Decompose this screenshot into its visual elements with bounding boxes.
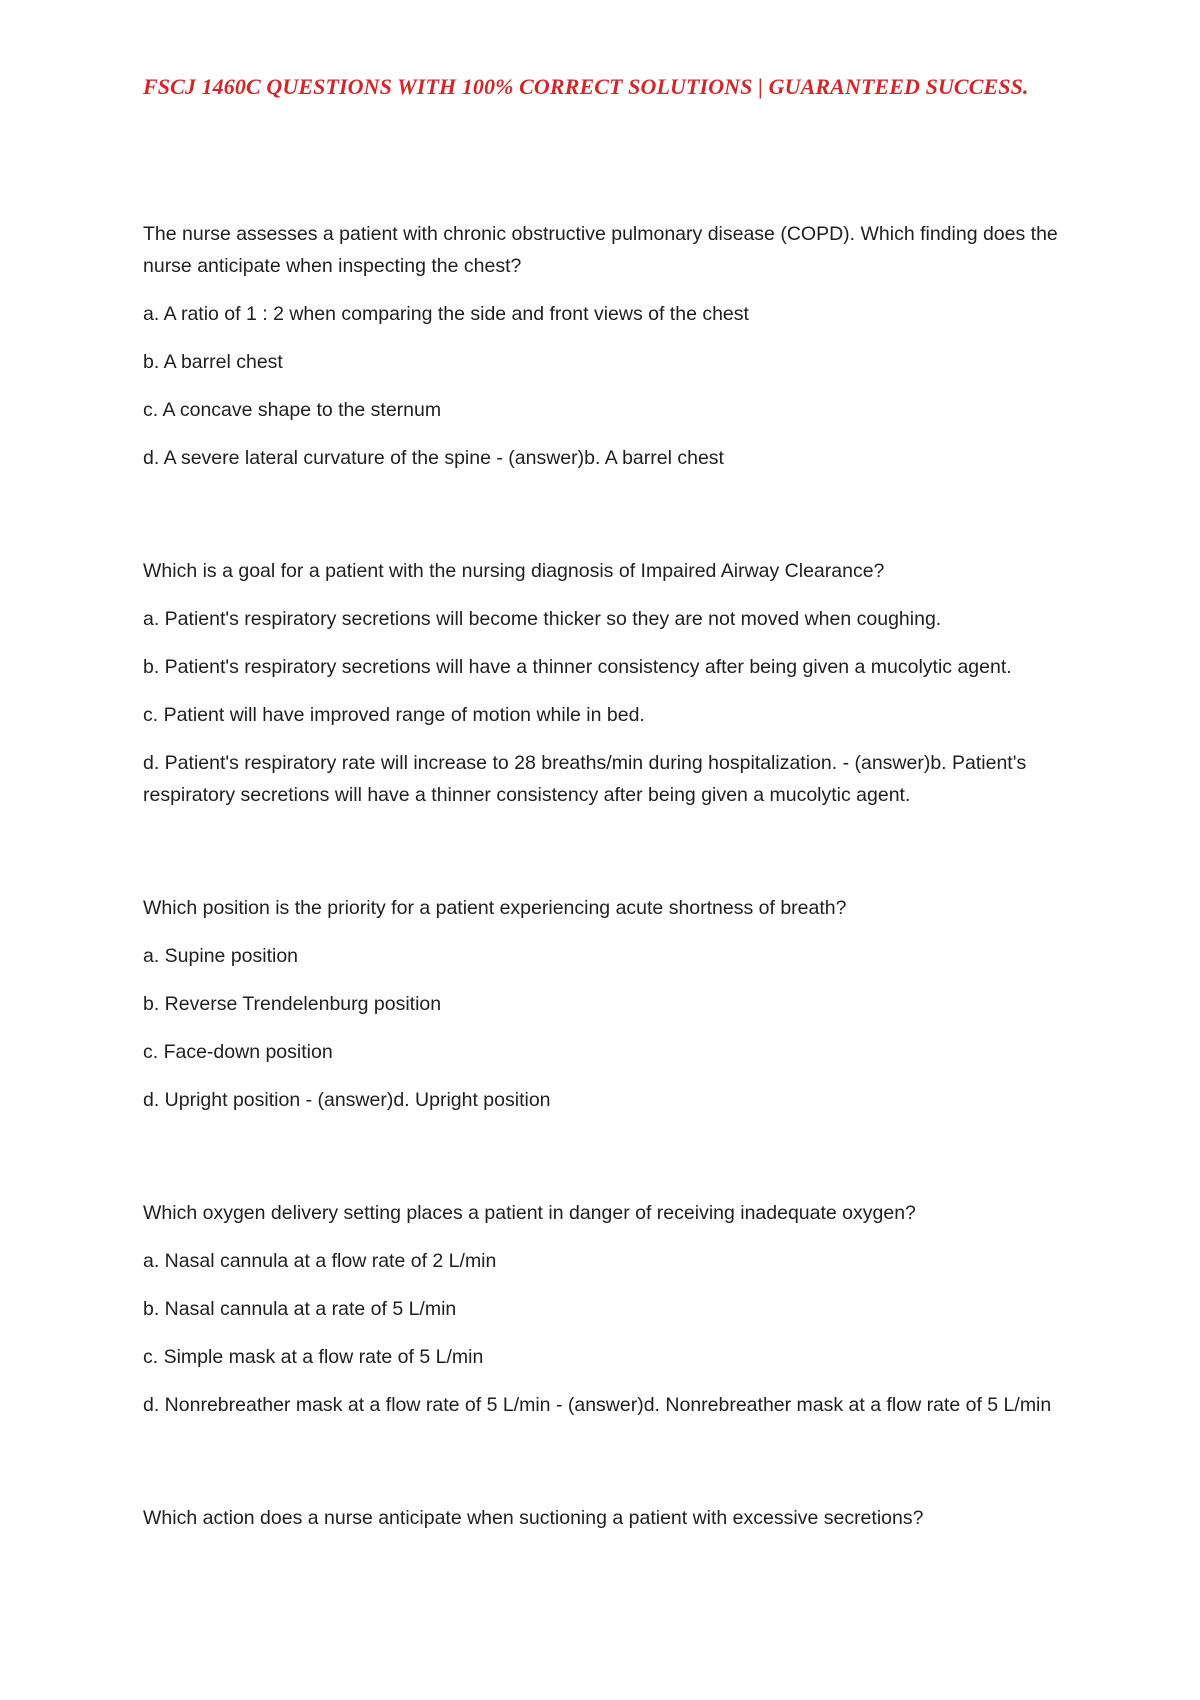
question-text: The nurse assesses a patient with chronic obstructive pulmonary disease (COPD). Which finding does the nurse anticipate when inspecting the chest? [143,223,1058,277]
question-block [143,1502,1078,1534]
answer-option-d: d. A severe lateral curvature of the spine - (answer)b. A barrel chest [143,447,724,469]
question-block [143,1197,1078,1421]
question-text: Which action does a nurse anticipate when suctioning a patient with excessive secretions? [143,1507,924,1529]
question-block [143,218,1078,474]
question-block [143,892,1078,1116]
answer-option-d: d. Nonrebreather mask at a flow rate of 5 L/min - (answer)d. Nonrebreather mask at a flow rate of 5 L/min [143,1394,1052,1416]
document-title: FSCJ 1460C QUESTIONS WITH 100% CORRECT SOLUTIONS | GUARANTEED SUCCESS. [143,74,1029,99]
answer-option-c: c. Patient will have improved range of motion while in bed. [143,704,645,726]
question-text: Which is a goal for a patient with the nursing diagnosis of Impaired Airway Clearance? [143,560,885,582]
question-block [143,555,1078,811]
answer-option-a: a. Nasal cannula at a flow rate of 2 L/min [143,1250,497,1272]
answer-option-d: d. Upright position - (answer)d. Upright position [143,1089,551,1111]
answer-option-d: d. Patient's respiratory rate will increase to 28 breaths/min during hospitalization. - (answer)b. Patient's respiratory secretions will have a thinner consistency after being given a mucolytic agent. [143,752,1027,806]
answer-option-a: a. Patient's respiratory secretions will become thicker so they are not moved when coughing. [143,608,942,630]
answer-option-c: c. Face-down position [143,1041,333,1063]
answer-option-b: b. Reverse Trendelenburg position [143,993,442,1015]
answer-option-a: a. Supine position [143,945,299,967]
answer-option-b: b. Patient's respiratory secretions will have a thinner consistency after being given a mucolytic agent. [143,656,1012,678]
question-text: Which position is the priority for a patient experiencing acute shortness of breath? [143,897,847,919]
answer-option-c: c. Simple mask at a flow rate of 5 L/min [143,1346,484,1368]
question-text: Which oxygen delivery setting places a patient in danger of receiving inadequate oxygen? [143,1202,916,1224]
answer-option-b: b. Nasal cannula at a rate of 5 L/min [143,1298,457,1320]
answer-option-c: c. A concave shape to the sternum [143,399,442,421]
answer-option-b: b. A barrel chest [143,351,283,373]
question-list [143,218,1078,1550]
answer-option-a: a. A ratio of 1 : 2 when comparing the side and front views of the chest [143,303,749,325]
